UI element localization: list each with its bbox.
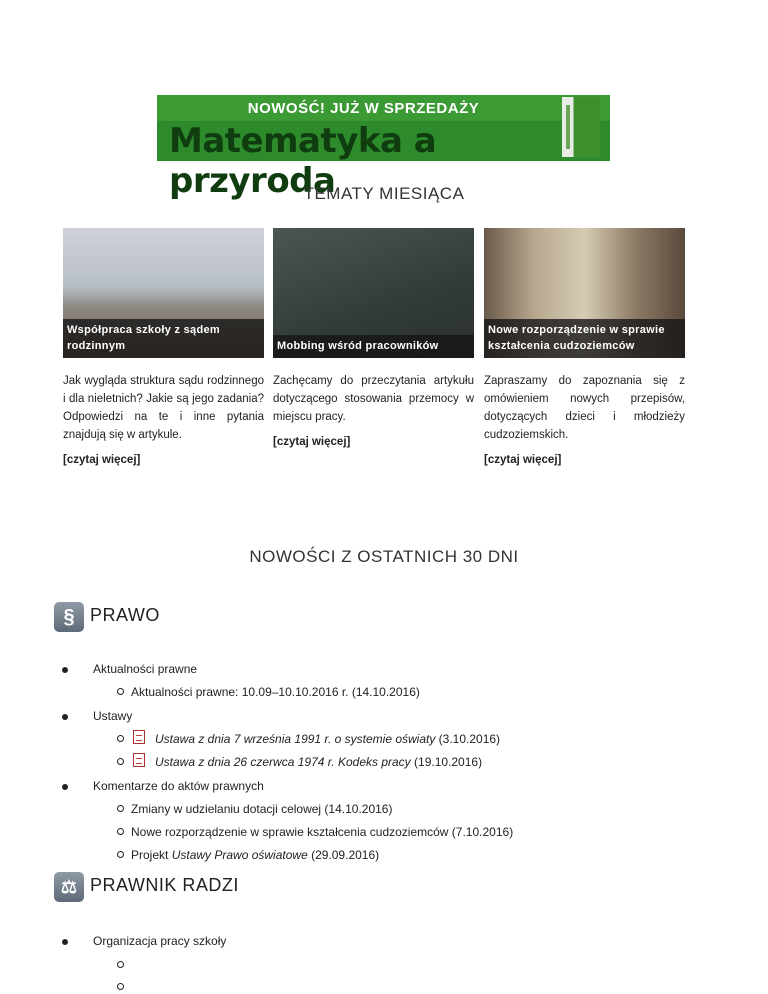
list-item-label[interactable]: Ustawy bbox=[93, 709, 133, 723]
circle-bullet-icon bbox=[117, 961, 124, 968]
circle-bullet-icon bbox=[117, 983, 124, 990]
link-text[interactable] bbox=[131, 848, 379, 862]
link-text[interactable]: Nowe rozporządzenie w sprawie kształcenia cudzoziemców (7.10.2016) bbox=[131, 825, 514, 839]
card-text: Zapraszamy do zapoznania się z omówieniem nowych przepisów, dotyczących dzieci i młodzieży cudzoziemskich. bbox=[484, 375, 685, 441]
text-prefix: Projekt bbox=[131, 848, 172, 862]
card-caption[interactable]: Mobbing wśród pracowników bbox=[273, 335, 474, 358]
list-item-label[interactable]: Organizacja pracy szkoły bbox=[93, 934, 227, 948]
card-image-gavel[interactable] bbox=[63, 228, 264, 358]
date-suffix: (29.09.2016) bbox=[307, 848, 380, 862]
law-title[interactable]: Ustawy Prawo oświatowe bbox=[171, 848, 308, 862]
circle-bullet-icon bbox=[117, 851, 124, 858]
circle-bullet-icon bbox=[117, 758, 124, 765]
card-caption[interactable]: Nowe rozporządzenie w sprawie kształcenia cudzoziemców bbox=[484, 319, 685, 358]
read-more-link[interactable]: [czytaj więcej] bbox=[63, 454, 141, 466]
book-cover-image bbox=[562, 97, 600, 157]
pdf-icon bbox=[133, 730, 145, 744]
topic-card bbox=[273, 228, 474, 448]
list-item-label[interactable]: Aktualności prawne bbox=[93, 662, 198, 676]
section-heading-nowosci: NOWOŚCI Z OSTATNICH 30 DNI bbox=[249, 547, 519, 566]
link-text[interactable] bbox=[155, 732, 500, 746]
banner-top-text: NOWOŚĆ! JUŻ W SPRZEDAŻY bbox=[157, 95, 610, 122]
card-text: Zachęcamy do przeczytania artykułu dotyczącego stosowania przemocy w miejscu pracy. bbox=[273, 375, 474, 423]
banner-title: Matematyka a przyroda bbox=[157, 121, 610, 161]
link-text[interactable]: Zmiany w udzielaniu dotacji celowej (14.10.2016) bbox=[131, 802, 393, 816]
card-image-chalkboard[interactable] bbox=[273, 228, 474, 358]
card-image-children-library[interactable] bbox=[484, 228, 685, 358]
section-heading-tematy: TEMATY MIESIĄCA bbox=[303, 184, 465, 203]
date-suffix: (3.10.2016) bbox=[435, 732, 501, 746]
section-title: PRAWO bbox=[90, 605, 160, 625]
circle-bullet-icon bbox=[117, 735, 124, 742]
topic-card bbox=[63, 228, 264, 466]
law-title[interactable]: Ustawa z dnia 26 czerwca 1974 r. Kodeks pracy bbox=[155, 755, 411, 769]
paragraph-icon: § bbox=[54, 602, 84, 632]
card-text: Jak wygląda struktura sądu rodzinnego i dla nieletnich? Jakie są jego zadania? Odpowiedzi na te i inne pytania znajdują się w artykule. bbox=[63, 375, 264, 441]
read-more-link[interactable]: [czytaj więcej] bbox=[273, 436, 351, 448]
circle-bullet-icon bbox=[117, 805, 124, 812]
topic-card bbox=[484, 228, 685, 466]
scales-icon: ⚖ bbox=[54, 872, 84, 902]
circle-bullet-icon bbox=[117, 828, 124, 835]
pdf-icon bbox=[133, 753, 145, 767]
list-item-label[interactable]: Komentarze do aktów prawnych bbox=[93, 779, 264, 793]
law-title[interactable]: Ustawa z dnia 7 września 1991 r. o systemie oświaty bbox=[155, 732, 436, 746]
link-text[interactable] bbox=[155, 755, 482, 769]
read-more-link[interactable]: [czytaj więcej] bbox=[484, 454, 562, 466]
link-text[interactable]: Aktualności prawne: 10.09–10.10.2016 r. (14.10.2016) bbox=[131, 685, 420, 699]
circle-bullet-icon bbox=[117, 688, 124, 695]
card-caption[interactable]: Współpraca szkoły z sądem rodzinnym bbox=[63, 319, 264, 358]
date-suffix: (19.10.2016) bbox=[410, 755, 483, 769]
section-title: PRAWNIK RADZI bbox=[90, 875, 239, 895]
